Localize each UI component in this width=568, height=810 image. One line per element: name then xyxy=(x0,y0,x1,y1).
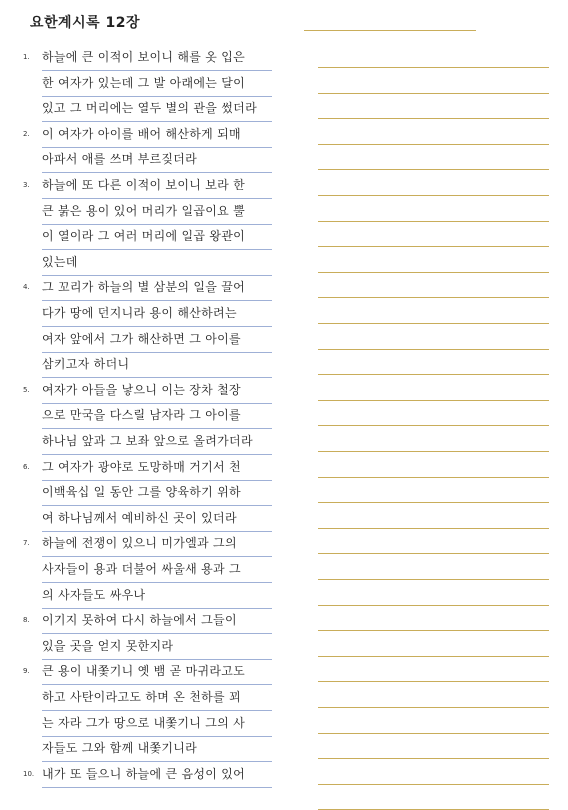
verse-text-line: 여자가 아들을 낳으니 이는 장차 철장 xyxy=(42,378,272,404)
verse-text-line: 있고 그 머리에는 열두 별의 관을 썼더라 xyxy=(42,96,272,122)
verse-text-line: 다가 땅에 던지니라 용이 해산하려는 xyxy=(42,301,272,327)
practice-line xyxy=(318,477,549,478)
practice-line xyxy=(318,221,549,222)
verse-text-line: 그 꼬리가 하늘의 별 삼분의 일을 끌어 xyxy=(42,275,272,301)
verse-text-line: 여자 앞에서 그가 해산하면 그 아이를 xyxy=(42,327,272,353)
verse-text-line: 있을 곳을 얻지 못한지라 xyxy=(42,634,272,660)
verse-text-line: 여 하나님께서 예비하신 곳이 있더라 xyxy=(42,506,272,532)
practice-line xyxy=(318,605,549,606)
verse-text-line: 삼키고자 하더니 xyxy=(42,352,272,378)
practice-line xyxy=(318,733,549,734)
practice-line xyxy=(318,630,549,631)
practice-line xyxy=(318,374,549,375)
practice-line xyxy=(318,758,549,759)
verse-text-line: 이기지 못하여 다시 하늘에서 그들이 xyxy=(42,608,272,634)
practice-line xyxy=(318,656,549,657)
verse-text-line: 하늘에 또 다른 이적이 보이니 보라 한 xyxy=(42,173,272,199)
verse-text-line: 의 사자들도 싸우나 xyxy=(42,583,272,609)
verse-number: 5. xyxy=(23,385,30,394)
practice-line xyxy=(318,528,549,529)
verse-number: 9. xyxy=(23,667,30,676)
practice-line xyxy=(318,67,549,68)
verse-number: 1. xyxy=(23,53,30,61)
verse-text-line: 내가 또 들으니 하늘에 큰 음성이 있어 xyxy=(42,762,272,788)
practice-line xyxy=(318,93,549,94)
verse-number: 6. xyxy=(23,462,30,471)
verse-text-line: 사자들이 용과 더불어 싸울새 용과 그 xyxy=(42,557,272,583)
practice-line xyxy=(318,144,549,145)
verse-text-line: 큰 붉은 용이 있어 머리가 일곱이요 뿔 xyxy=(42,199,272,225)
verse-number: 4. xyxy=(23,283,30,292)
practice-line xyxy=(318,579,549,580)
verse-text-line: 는 자라 그가 땅으로 내쫓기니 그의 사 xyxy=(42,711,272,737)
title-writing-line xyxy=(304,30,476,31)
verse-text-line: 큰 용이 내쫓기니 옛 뱀 곧 마귀라고도 xyxy=(42,659,272,685)
practice-line xyxy=(318,323,549,324)
verse-text-line: 하고 사탄이라고도 하며 온 천하를 꾀 xyxy=(42,685,272,711)
verse-number: 7. xyxy=(23,539,30,548)
verse-text-line: 하나님 앞과 그 보좌 앞으로 올려가더라 xyxy=(42,429,272,455)
verse-text-line: 하늘에 전쟁이 있으니 미가엘과 그의 xyxy=(42,531,272,557)
practice-line xyxy=(318,707,549,708)
practice-line xyxy=(318,784,549,785)
verse-text-line: 아파서 애를 쓰며 부르짖더라 xyxy=(42,147,272,173)
practice-line xyxy=(318,451,549,452)
verse-text-line: 으로 만국을 다스릴 남자라 그 아이를 xyxy=(42,403,272,429)
verse-text-line: 자들도 그와 함께 내쫓기니라 xyxy=(42,736,272,762)
practice-line xyxy=(318,425,549,426)
practice-line xyxy=(318,681,549,682)
verse-text-line: 한 여자가 있는데 그 발 아래에는 달이 xyxy=(42,71,272,97)
practice-line xyxy=(318,169,549,170)
verse-number: 3. xyxy=(23,181,30,189)
practice-line xyxy=(318,349,549,350)
verse-number: 8. xyxy=(23,616,30,625)
practice-line xyxy=(318,118,549,119)
verse-number: 10. xyxy=(23,769,35,778)
verse-text-line: 그 여자가 광야로 도망하매 거기서 천 xyxy=(42,455,272,481)
verse-text-line: 이 여자가 아이를 배어 해산하게 되매 xyxy=(42,122,272,148)
page-title: 요한계시록 12장 xyxy=(30,15,141,31)
practice-line xyxy=(318,400,549,401)
practice-line xyxy=(318,195,549,196)
verse-text-line: 하늘에 큰 이적이 보이니 해를 옷 입은 xyxy=(42,45,272,71)
verse-text-line: 이 열이라 그 여러 머리에 일곱 왕관이 xyxy=(42,224,272,250)
practice-line xyxy=(318,246,549,247)
practice-line xyxy=(318,272,549,273)
practice-line xyxy=(318,297,549,298)
verse-text-line: 있는데 xyxy=(42,250,272,276)
verse-number: 2. xyxy=(23,129,30,138)
verse-text-line: 이백육십 일 동안 그를 양육하기 위하 xyxy=(42,480,272,506)
practice-line xyxy=(318,502,549,503)
practice-line xyxy=(318,553,549,554)
